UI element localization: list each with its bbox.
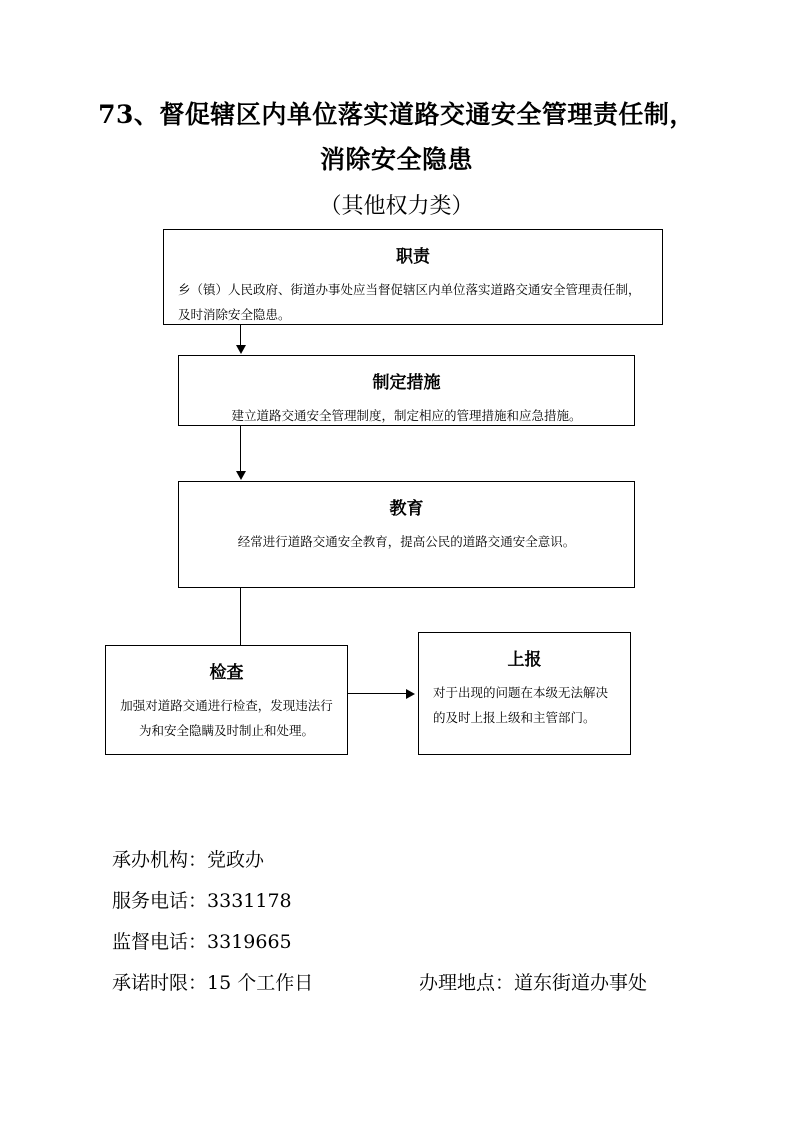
flow-node-measures-text: 建立道路交通安全管理制度，制定相应的管理措施和应急措施。 [231, 408, 582, 423]
connector-inspect-to-report [348, 693, 408, 694]
flow-node-measures-heading: 制定措施 [372, 373, 441, 393]
flow-node-education-text: 经常进行道路交通安全教育，提高公民的道路交通安全意识。 [237, 534, 576, 549]
contact-info [112, 840, 712, 1004]
info-row-agency [112, 840, 712, 881]
flow-node-report [418, 632, 631, 755]
flow-node-inspect-text: 加强对道路交通进行检查，发现违法行为和安全隐瞒及时制止和处理。 [120, 698, 333, 738]
info-label-agency: 承办机构： [112, 849, 208, 871]
info-value-time-limit: 15 个工作日 [207, 972, 314, 994]
info-value-location: 道东街道办事处 [514, 972, 648, 994]
flow-node-report-text: 对于出现的问题在本级无法解决的及时上报上级和主管部门。 [433, 685, 609, 725]
info-label-location: 办理地点： [419, 972, 515, 994]
title-line-2: 消除安全隐患 [319, 145, 473, 174]
info-label-service-phone: 服务电话： [112, 890, 208, 912]
arrow-head-icon [236, 345, 246, 354]
flow-node-measures [178, 355, 635, 426]
flow-node-duty-heading: 职责 [396, 247, 430, 267]
title-category: （其他权力类） [319, 194, 474, 219]
flow-node-duty-text: 乡（镇）人民政府、街道办事处应当督促辖区内单位落实道路交通安全管理责任制，及时消除安全隐患。 [178, 282, 641, 322]
flow-chart [0, 225, 793, 770]
info-value-supervision-phone: 3319665 [207, 931, 292, 953]
connector-measures-to-education [240, 426, 241, 472]
title-line-1: 73、督促辖区内单位落实道路交通安全管理责任制， [98, 100, 695, 129]
flow-node-duty [163, 229, 663, 325]
info-row-time-limit [112, 963, 712, 1004]
flow-node-inspect [105, 645, 348, 755]
info-row-service-phone [112, 881, 712, 922]
flow-node-education-heading: 教育 [389, 499, 424, 519]
connector-duty-to-measures [240, 325, 241, 346]
info-label-time-limit: 承诺时限： [112, 972, 208, 994]
flow-node-report-heading: 上报 [507, 650, 542, 670]
info-row-supervision-phone [112, 922, 712, 963]
flow-node-inspect-heading: 检查 [209, 663, 244, 683]
arrow-head-icon [236, 471, 246, 480]
info-row-location [419, 963, 647, 1004]
arrow-head-icon [406, 689, 415, 699]
connector-education-to-inspect [240, 588, 241, 645]
info-value-service-phone: 3331178 [207, 890, 292, 912]
info-label-supervision-phone: 监督电话： [112, 931, 208, 953]
page-title [0, 92, 793, 228]
info-value-agency: 党政办 [207, 849, 265, 871]
flow-node-education [178, 481, 635, 588]
